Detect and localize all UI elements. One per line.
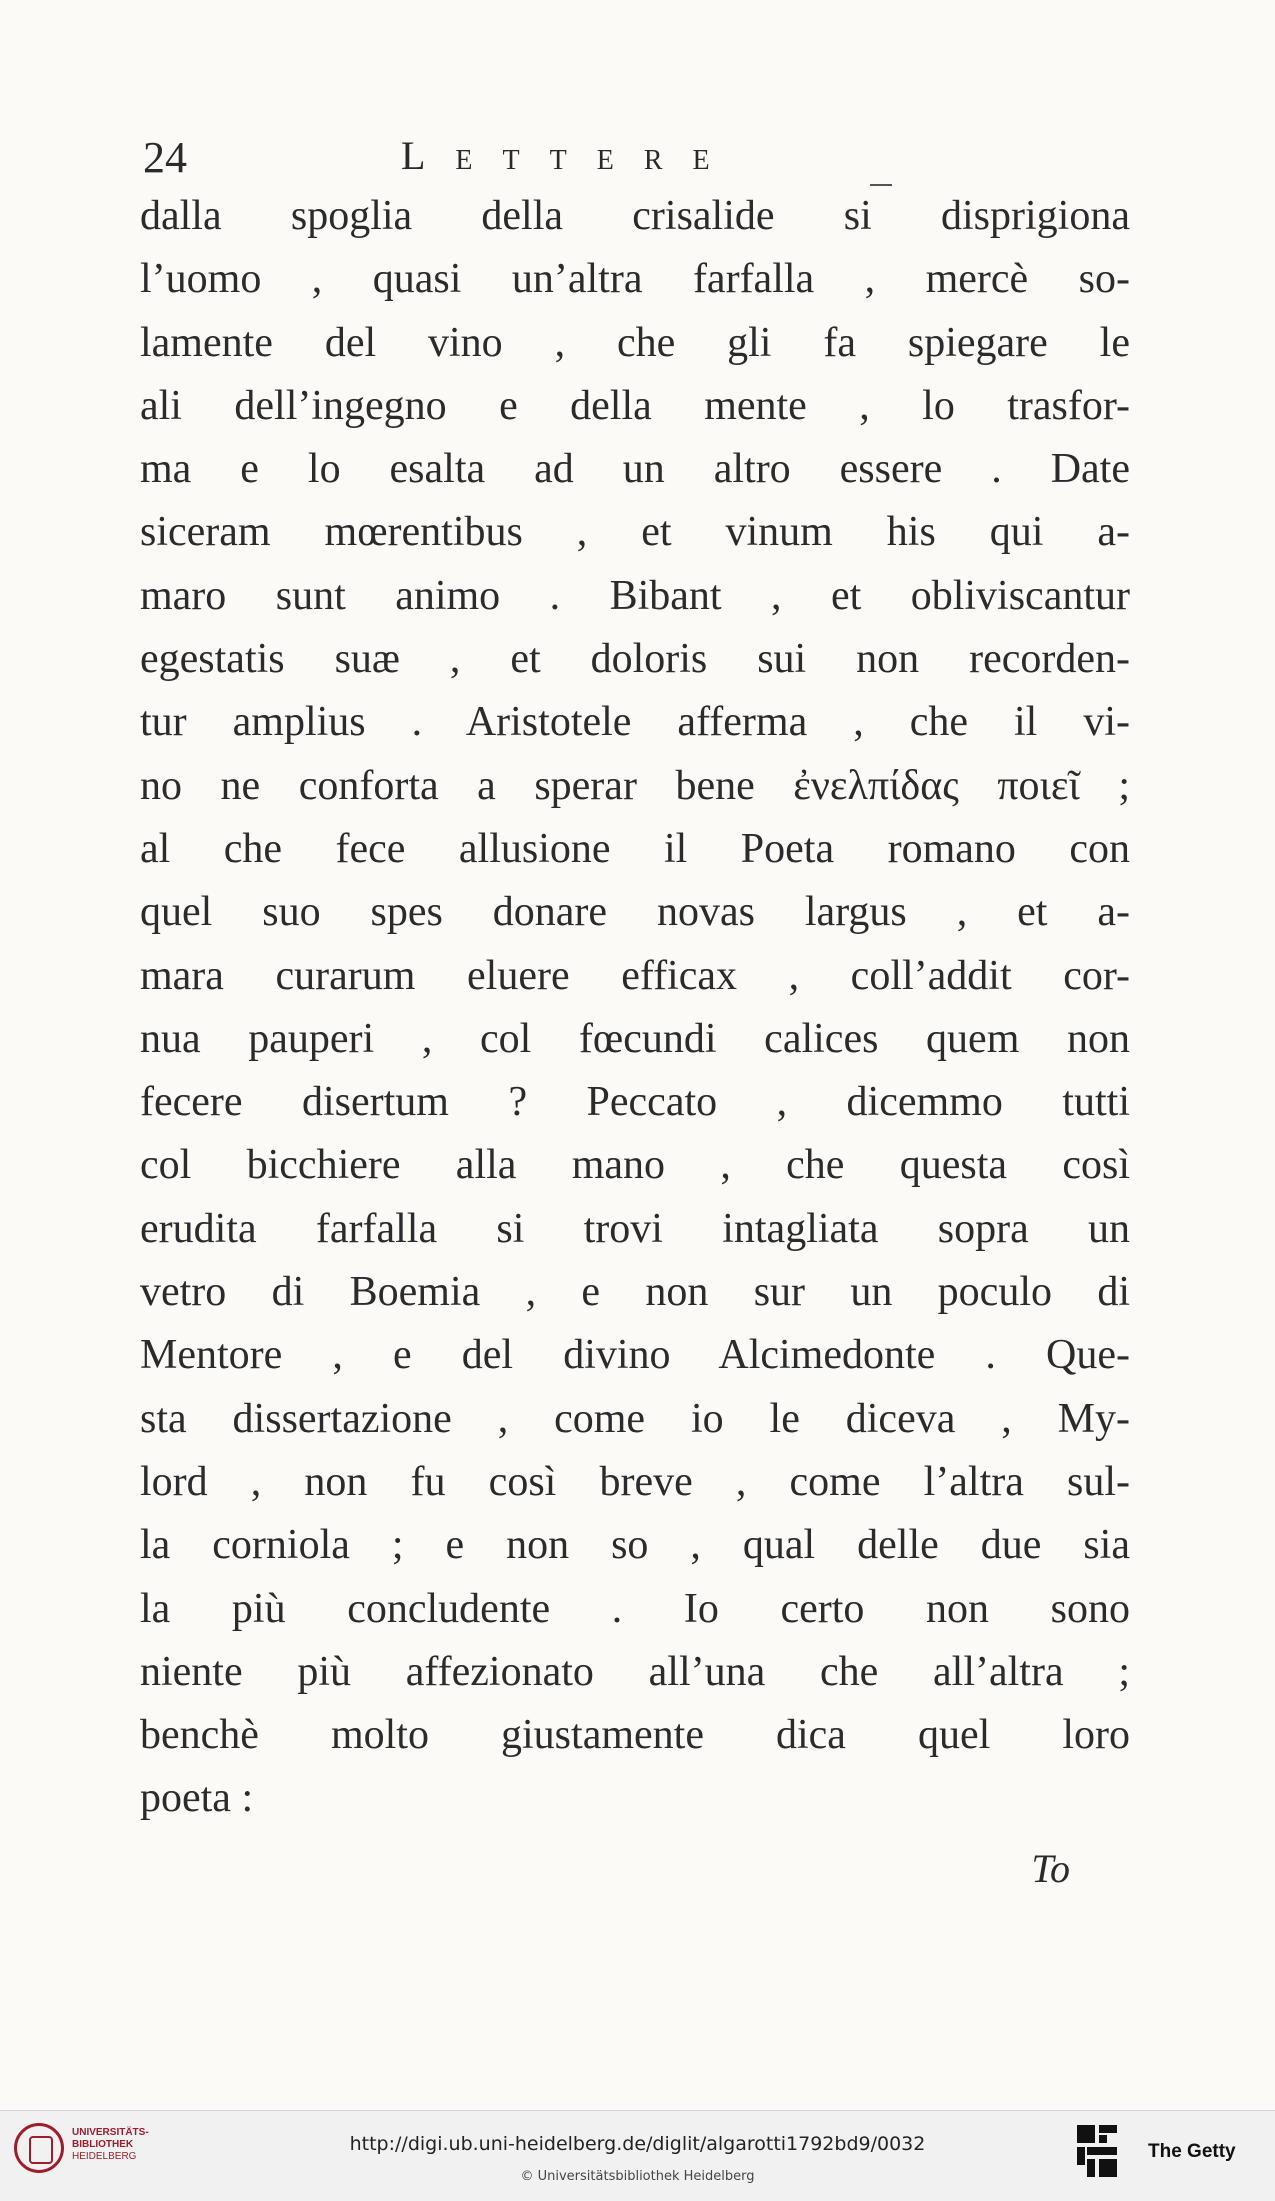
text-line: quel suo spes donare novas largus , et a- bbox=[140, 889, 1130, 936]
text-line: fecere disertum ? Peccato , dicemmo tutti bbox=[140, 1079, 1130, 1126]
text-line: niente più affezionato all’una che all’altra ; bbox=[140, 1648, 1130, 1695]
text-line: ma e lo esalta ad un altro essere . Date bbox=[140, 446, 1130, 493]
text-line: sta dissertazione , come io le diceva , My- bbox=[140, 1395, 1130, 1442]
permalink-url[interactable]: http://digi.ub.uni-heidelberg.de/diglit/algarotti1792bd9/0032 bbox=[349, 2133, 926, 2155]
getty-logo-icon[interactable] bbox=[1075, 2123, 1119, 2181]
running-head bbox=[143, 132, 1143, 192]
text-line: la più concludente . Io certo non sono bbox=[140, 1585, 1130, 1632]
text-line: maro sunt animo . Bibant , et obliviscantur bbox=[140, 572, 1130, 619]
body-text bbox=[140, 185, 1130, 1831]
text-line: benchè molto giustamente dica quel loro bbox=[140, 1712, 1130, 1759]
text-line: vetro di Boemia , e non sur un poculo di bbox=[140, 1269, 1130, 1316]
copyright-notice: © Universitätsbibliothek Heidelberg bbox=[520, 2169, 755, 2184]
catchword: To bbox=[1031, 1846, 1070, 1891]
text-line: tur amplius . Aristotele afferma , che il vi- bbox=[140, 699, 1130, 746]
viewer-footer bbox=[0, 2110, 1275, 2201]
running-title: Lettere bbox=[401, 133, 740, 178]
text-line: dalla spoglia della crisalide si disprigiona bbox=[140, 193, 1130, 239]
text-line: lamente del vino , che gli fa spiegare le bbox=[140, 319, 1130, 366]
text-line: col bicchiere alla mano , che questa così bbox=[140, 1142, 1130, 1189]
text-line: al che fece allusione il Poeta romano con bbox=[140, 825, 1130, 872]
text-line: l’uomo , quasi un’altra farfalla , mercè so- bbox=[140, 256, 1130, 303]
text-line: Mentore , e del divino Alcimedonte . Que- bbox=[140, 1332, 1130, 1379]
partner-name[interactable]: The Getty bbox=[1148, 2141, 1236, 2162]
text-line: nua pauperi , col fœcundi calices quem non bbox=[140, 1015, 1130, 1062]
text-line: lord , non fu così breve , come l’altra sul- bbox=[140, 1458, 1130, 1505]
text-line: siceram mœrentibus , et vinum his qui a- bbox=[140, 509, 1130, 556]
text-line: no ne conforta a sperar bene ἐνελπίδας ποιεῖ ; bbox=[140, 762, 1130, 809]
page-number: 24 bbox=[143, 133, 187, 182]
institution-line: UNIVERSITÄTS- bbox=[72, 2127, 149, 2138]
institution-line: HEIDELBERG bbox=[72, 2151, 137, 2162]
text-line: ali dell’ingegno e della mente , lo trasfor- bbox=[140, 382, 1130, 429]
institution-line: BIBLIOTHEK bbox=[72, 2139, 134, 2150]
text-line: mara curarum eluere efficax , coll’addit cor- bbox=[140, 952, 1130, 999]
text-line: poeta : bbox=[140, 1775, 254, 1822]
text-line: erudita farfalla si trovi intagliata sopra un bbox=[140, 1205, 1130, 1252]
text-line: la corniola ; e non so , qual delle due sia bbox=[140, 1522, 1130, 1569]
text-line: egestatis suæ , et doloris sui non recorden- bbox=[140, 636, 1130, 683]
